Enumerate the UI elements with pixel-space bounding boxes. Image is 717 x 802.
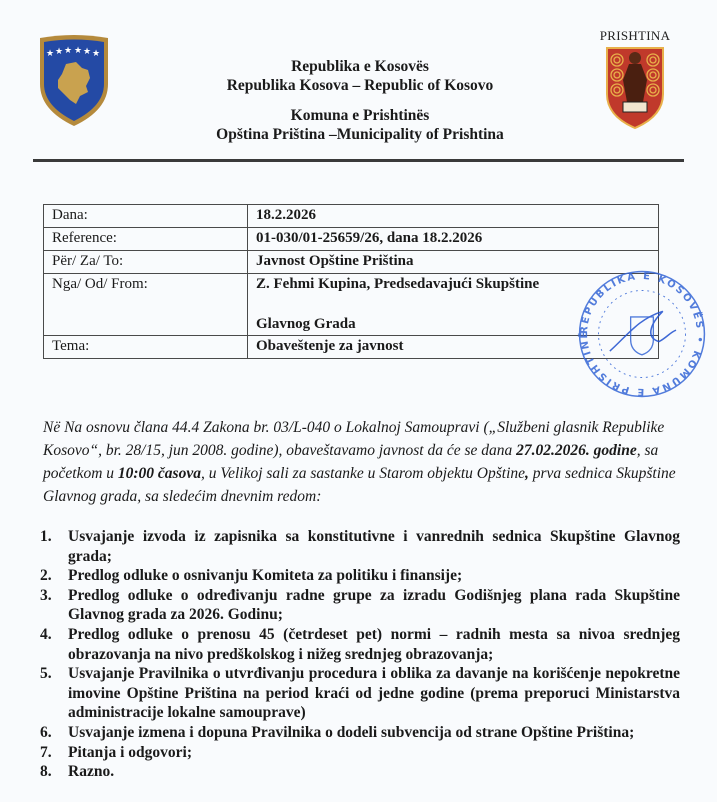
from-name: Z. Fehmi Kupina, Predsedavajući Skupštine: [256, 276, 540, 292]
header-divider: [33, 159, 684, 162]
intro-text: Në Na osnovu člana 44.4 Zakona br. 03/L-040 o Lokalnoj Samoupravi („Službeni glasnik Republike Kosovo“, br. 28/15, jun 2008. godine), obaveštavamo javnost da će se dana: [43, 419, 665, 459]
agenda-item: [40, 625, 680, 664]
stamp-text: REPUBLIKA E KOSOVËS • KOMUNA E PRISHTINË: [578, 270, 705, 398]
from-title-continuation: Glavnog Grada: [256, 316, 356, 332]
svg-text:★: ★: [46, 49, 55, 59]
meta-row-reference: [44, 228, 659, 251]
meta-label: Reference:: [44, 228, 248, 251]
agenda-item: [40, 743, 680, 763]
meta-label: Tema:: [44, 336, 248, 359]
header-state: [140, 57, 580, 95]
svg-text:★: ★: [74, 46, 83, 56]
agenda-number: 6.: [40, 723, 52, 741]
meta-row-to: [44, 251, 659, 274]
agenda-number: 5.: [40, 665, 52, 683]
meta-row-subject: [44, 336, 659, 359]
svg-text:★: ★: [64, 46, 73, 56]
agenda-text: Usvajanje izmena i dopuna Pravilnika o dodeli subvencija od strane Opštine Priština;: [68, 723, 635, 741]
header-municipality-serbian-english: Opština Priština –Municipality of Prishtina: [216, 126, 504, 143]
agenda-number: 2.: [40, 567, 52, 585]
agenda-text: Predlog odluke o prenosu 45 (četrdeset pet) normi – radnih mesta sa nivoa srednjeg obrazovanja na nivo predškolskog i nižeg srednjeg obrazovanja;: [68, 625, 680, 663]
header-line-serbian-english: Republika Kosova – Republic of Kosovo: [226, 77, 494, 94]
meta-value: 18.2.2026: [248, 205, 659, 228]
agenda-list: [40, 527, 680, 782]
intro-text: , sa početkom u: [43, 442, 659, 482]
meta-value: Obaveštenje za javnost: [248, 336, 659, 359]
agenda-number: 3.: [40, 586, 52, 604]
agenda-text: Razno.: [68, 763, 115, 781]
agenda-text: Predlog odluke o osnivanju Komiteta za politiku i finansije;: [68, 567, 463, 585]
meta-value: Javnost Opštine Priština: [248, 251, 659, 274]
agenda-item: [40, 586, 680, 625]
meta-label: Për/ Za/ To:: [44, 251, 248, 274]
meta-row-from: [44, 274, 659, 336]
intro-bold-comma: ,: [525, 465, 529, 482]
agenda-item: [40, 664, 680, 723]
meeting-time: 10:00 časova: [117, 465, 201, 482]
agenda-item: [40, 723, 680, 743]
svg-text:★: ★: [92, 49, 101, 59]
agenda-item: [40, 762, 680, 782]
agenda-text: Predlog odluke o određivanju radne grupe za izradu Godišnjeg plana rada Skupštine Glavnog grada za 2026. Godinu;: [68, 586, 680, 624]
kosovo-coat-of-arms-icon: [36, 34, 112, 128]
meta-label: Dana:: [44, 205, 248, 228]
header-municipality-albanian: Komuna e Prishtinës: [290, 107, 430, 124]
intro-text: , u Velikoj sali za sastanke u Starom objektu Opštine: [200, 465, 526, 482]
intro-paragraph: [43, 416, 683, 508]
intro-text: prva sednica Skupštine Glavnog grada, sa sledećim dnevnim redom:: [43, 465, 676, 505]
prishtina-logo-label: PRISHTINA: [599, 28, 671, 43]
agenda-text: Pitanja i odgovori;: [68, 743, 192, 761]
meta-value: 01-030/01-25659/26, dana 18.2.2026: [248, 228, 659, 251]
agenda-item: [40, 566, 680, 586]
agenda-item: [40, 527, 680, 566]
header-municipality: [140, 106, 580, 144]
meeting-date: 27.02.2026. godine: [516, 442, 637, 459]
meta-row-date: [44, 205, 659, 228]
document-meta-table: [43, 204, 659, 359]
meta-label: Nga/ Od/ From:: [44, 274, 248, 336]
agenda-number: 7.: [40, 743, 52, 761]
agenda-number: 4.: [40, 625, 52, 643]
agenda-number: 1.: [40, 528, 52, 545]
meta-value: [248, 274, 659, 336]
prishtina-coat-of-arms-icon: [593, 28, 677, 130]
agenda-text: Usvajanje izvoda iz zapisnika sa konstitutivne i vanrednih sednica Skupštine Glavnog grada;: [68, 528, 680, 565]
agenda-text: Usvajanje Pravilnika o utvrđivanju procedura i oblika za davanje na korišćenje nepokretne imovine Opštine Priština na period kraći od jedne godine (prema preporuci Ministarstva administracije lokalne samouprave): [68, 665, 680, 722]
svg-text:★: ★: [83, 47, 92, 57]
svg-text:★: ★: [55, 47, 64, 57]
agenda-number: 8.: [40, 763, 52, 781]
header-line-albanian: Republika e Kosovës: [291, 58, 429, 75]
